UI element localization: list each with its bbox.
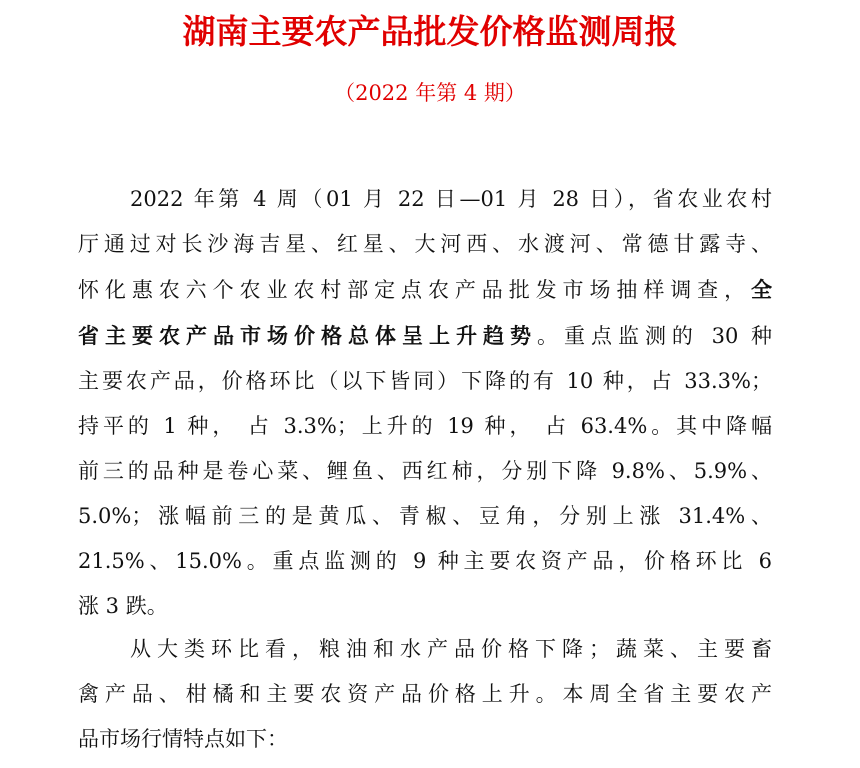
- paragraph-line: [78, 267, 772, 313]
- paragraph-text: 。重点监测的 30 种: [536, 324, 772, 348]
- report-title: 湖南主要农产品批发价格监测周报: [182, 12, 678, 51]
- paragraph-line: 2022 年第 4 周（01 月 22 日—01 月 28 日），省农业农村: [130, 187, 772, 211]
- bold-highlight: 省主要农产品市场价格总体呈上升趋势: [78, 323, 537, 348]
- paragraph-line: 21.5%、15.0%。重点监测的 9 种主要农资产品，价格环比 6: [78, 549, 772, 573]
- paragraph-line: 持平的 1 种， 占 3.3%；上升的 19 种， 占 63.4%。其中降幅: [78, 414, 772, 438]
- report-issue: （2022 年第 4 期）: [334, 81, 526, 105]
- summary-paragraph: [78, 177, 772, 629]
- paragraph-line: [78, 313, 772, 359]
- paragraph-line: 5.0%；涨幅前三的是黄瓜、青椒、豆角，分别上涨 31.4%、: [78, 504, 772, 528]
- paragraph-text: 怀化惠农六个农业农村部定点农产品批发市场抽样调查，: [78, 278, 751, 302]
- paragraph-line: 从大类环比看，粮油和水产品价格下降；蔬菜、主要畜: [130, 637, 772, 661]
- paragraph-line: 厅通过对长沙海吉星、红星、大河西、水渡河、常德甘露寺、: [78, 232, 772, 256]
- category-paragraph: [78, 627, 772, 762]
- paragraph-line: 禽产品、柑橘和主要农资产品价格上升。本周全省主要农产: [78, 682, 772, 706]
- paragraph-line: 品市场行情特点如下：: [78, 727, 288, 751]
- paragraph-line: 前三的品种是卷心菜、鲤鱼、西红柿，分别下降 9.8%、5.9%、: [78, 459, 772, 483]
- paragraph-line: 涨 3 跌。: [78, 594, 168, 618]
- bold-highlight: 全: [751, 277, 772, 302]
- paragraph-line: 主要农产品，价格环比（以下皆同）下降的有 10 种，占 33.3%；: [78, 369, 772, 393]
